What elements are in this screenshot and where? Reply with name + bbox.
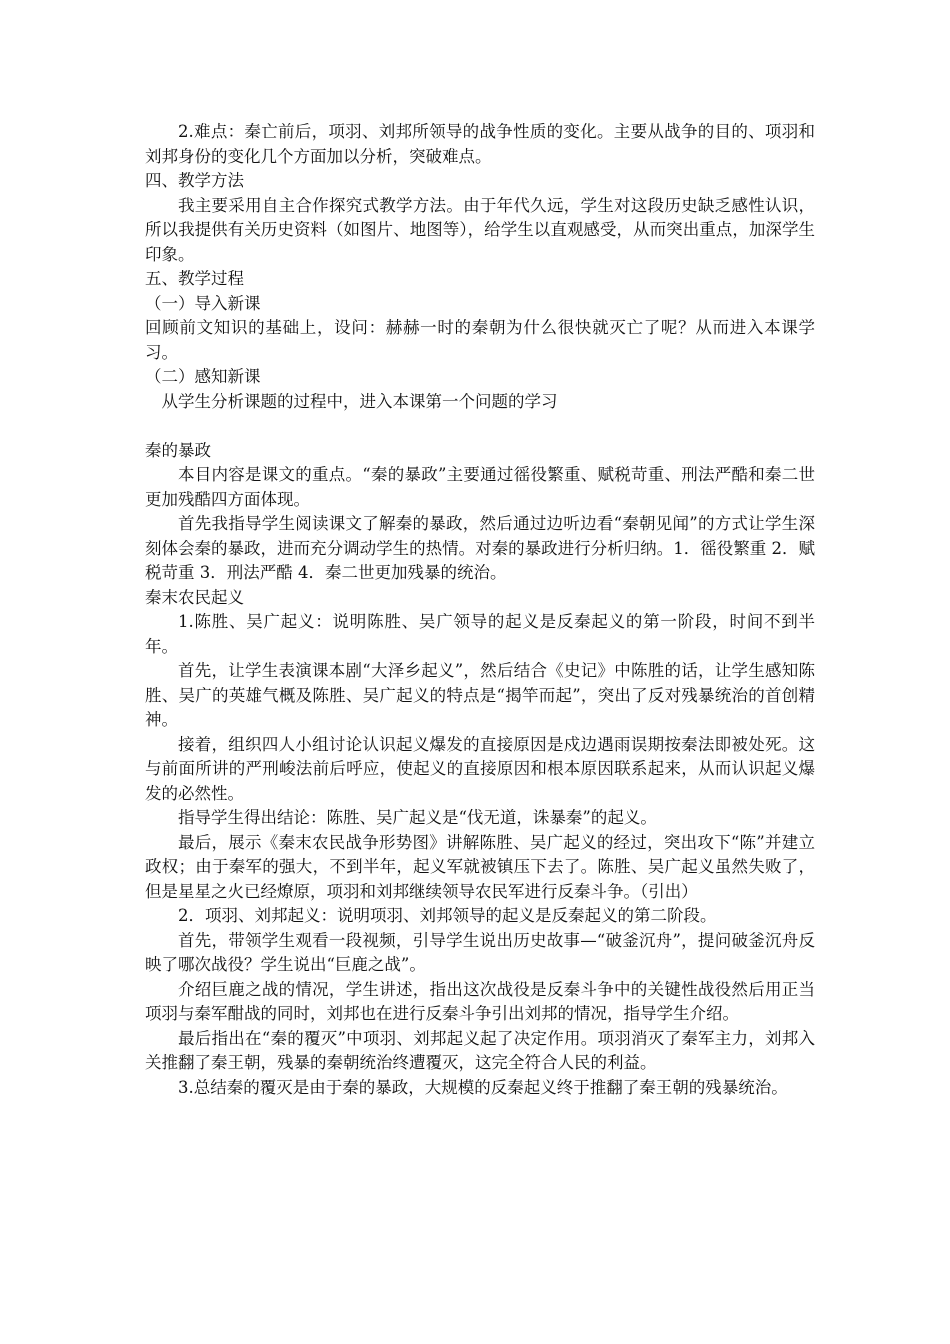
paragraph-qin-tyranny-method: 首先我指导学生阅读课文了解秦的暴政，然后通过边听边看“秦朝见闻”的方式让学生深刻体会秦的暴政，进而充分调动学生的热情。对秦的暴政进行分析归纳。1．徭役繁重 2．赋税苛重 3．刑法严酷 4．秦二世更加残暴的统治。: [145, 514, 815, 582]
document-page: [145, 120, 815, 1100]
paragraph-perceive-lesson: 从学生分析课题的过程中，进入本课第一个问题的学习: [161, 391, 558, 411]
paragraph-intro-lesson: 回顾前文知识的基础上，设问：赫赫一时的秦朝为什么很快就灭亡了呢？从而进入本课学习。: [145, 318, 815, 362]
paragraph-qin-fall: 最后指出在“秦的覆灭”中项羽、刘邦起义起了决定作用。项羽消灭了秦军主力，刘邦入关推翻了秦王朝，残暴的秦朝统治终遭覆灭，这完全符合人民的利益。: [145, 1028, 815, 1072]
paragraph-war-map: 最后，展示《秦末农民战争形势图》讲解陈胜、吴广起义的经过，突出攻下“陈”并建立政权；由于秦军的强大，不到半年，起义军就被镇压下去了。陈胜、吴广起义虽然失败了，但是星星之火已经燎原，项羽和刘邦继续领导农民军进行反秦斗争。（引出）: [145, 832, 815, 901]
paragraph-xiang-liu-uprising: 2．项羽、刘邦起义：说明项羽、刘邦领导的起义是反秦起义的第二阶段。: [178, 906, 717, 925]
blank-line: [145, 414, 815, 439]
heading-perceive-lesson: （二）感知新课: [145, 367, 261, 386]
paragraph-chen-wu-uprising: 1.陈胜、吴广起义：说明陈胜、吴广领导的起义是反秦起义的第一阶段，时间不到半年。: [145, 612, 815, 656]
paragraph-teaching-method: 我主要采用自主合作探究式教学方法。由于年代久远，学生对这段历史缺乏感性认识，所以我提供有关历史资料（如图片、地图等），给学生以直观感受，从而突出重点，加深学生印象。: [145, 195, 815, 264]
heading-peasant-uprising: 秦末农民起义: [145, 587, 244, 607]
heading-intro-lesson: （一）导入新课: [145, 293, 261, 313]
heading-qin-tyranny: 秦的暴政: [145, 440, 211, 460]
paragraph-chen-wu-drama: 首先，让学生表演课本剧“大泽乡起义”，然后结合《史记》中陈胜的话，让学生感知陈胜、吴广的英雄气概及陈胜、吴广起义的特点是“揭竿而起”，突出了反对残暴统治的首创精神。: [145, 661, 815, 729]
paragraph-conclusion: 指导学生得出结论：陈胜、吴广起义是“伐无道，诛暴秦”的起义。: [178, 808, 657, 827]
paragraph-qin-tyranny-intro: 本目内容是课文的重点。“秦的暴政”主要通过徭役繁重、赋税苛重、刑法严酷和秦二世更加残酷四方面体现。: [145, 465, 815, 509]
paragraph-summary: 3.总结秦的覆灭是由于秦的暴政，大规模的反秦起义终于推翻了秦王朝的残暴统治。: [178, 1077, 788, 1097]
paragraph-julu-battle: 介绍巨鹿之战的情况，学生讲述，指出这次战役是反秦斗争中的关键性战役然后用正当项羽与秦军酣战的同时，刘邦也在进行反秦斗争引出刘邦的情况，指导学生介绍。: [145, 979, 815, 1023]
heading-teaching-process: 五、教学过程: [145, 269, 244, 288]
paragraph-difficulty: 2.难点：秦亡前后，项羽、刘邦所领导的战争性质的变化。主要从战争的目的、项羽和刘邦身份的变化几个方面加以分析，突破难点。: [145, 122, 815, 166]
heading-teaching-method: 四、教学方法: [145, 171, 244, 190]
paragraph-video: 首先，带领学生观看一段视频，引导学生说出历史故事—“破釜沉舟”，提问破釜沉舟反映了哪次战役？学生说出“巨鹿之战”。: [145, 930, 815, 974]
paragraph-group-discussion: 接着，组织四人小组讨论认识起义爆发的直接原因是戍边遇雨误期按秦法即被处死。这与前面所讲的严刑峻法前后呼应，使起义的直接原因和根本原因联系起来，从而认识起义爆发的必然性。: [145, 734, 815, 803]
